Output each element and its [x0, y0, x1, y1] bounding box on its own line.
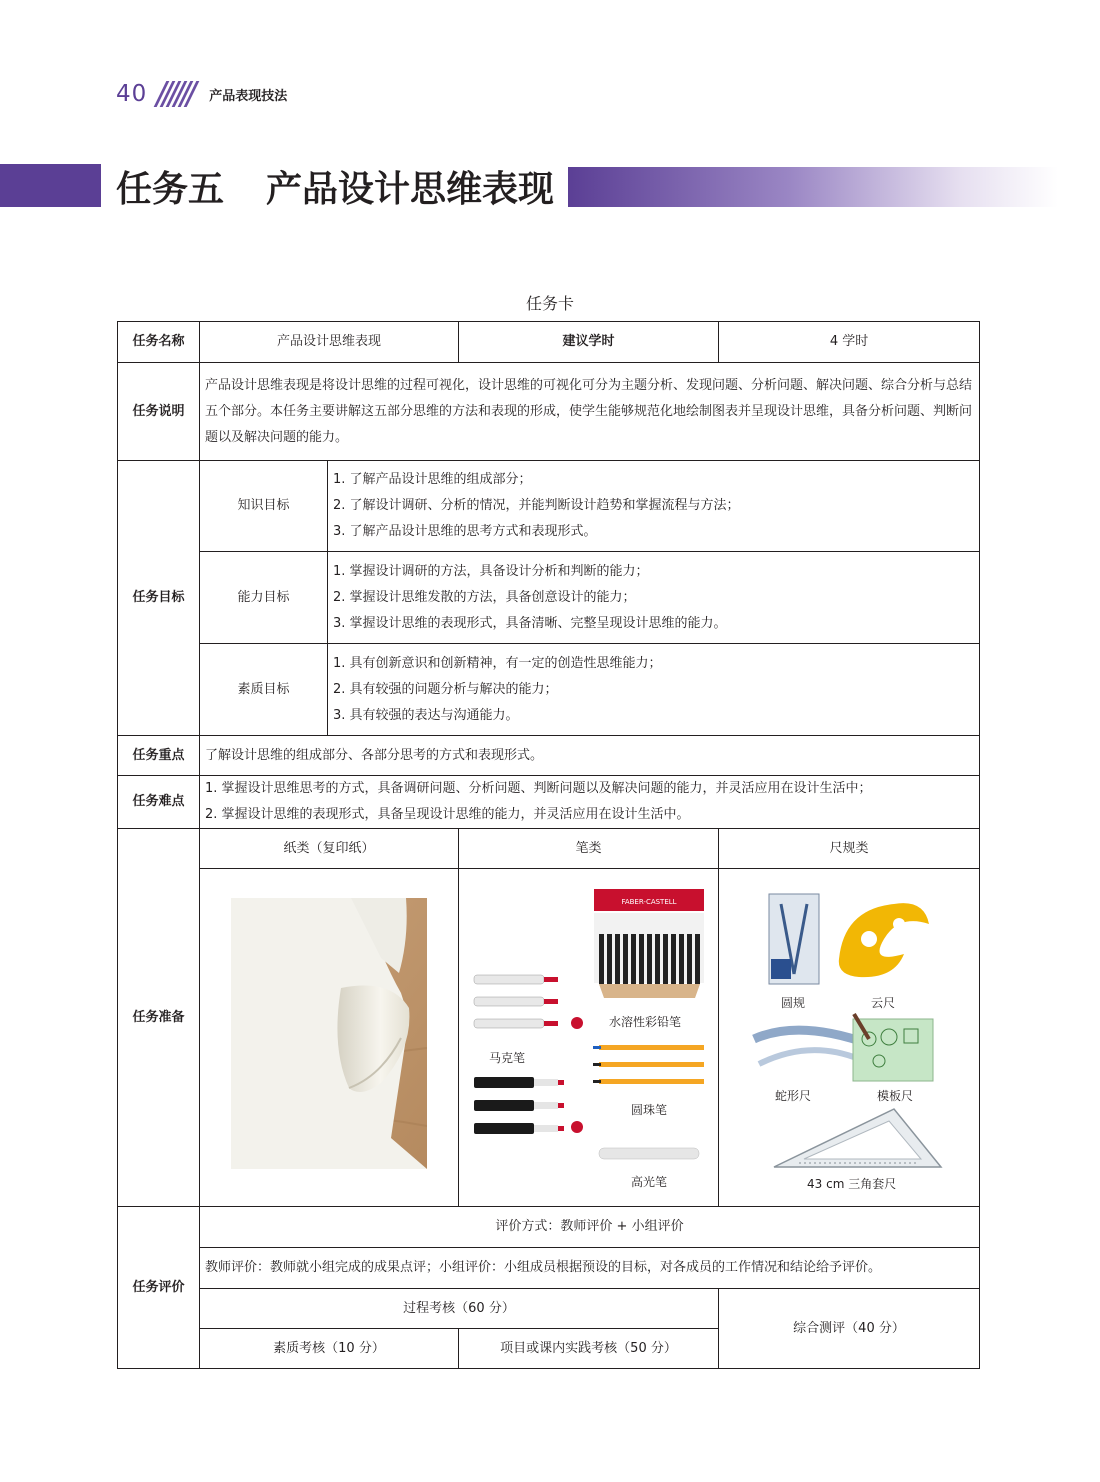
task-card-table [117, 321, 980, 1369]
markers-white [474, 975, 583, 1029]
highlight-pen [599, 1148, 699, 1159]
goal-line: 1. 掌握设计调研的方法，具备设计分析和判断的能力； [333, 563, 649, 579]
task-name-value: 产品设计思维表现 [200, 322, 459, 363]
row-difficulty [118, 776, 980, 829]
rulers-illustration [719, 869, 980, 1207]
label-task-desc: 任务说明 [118, 363, 200, 461]
paper-cell [200, 869, 459, 1207]
row-goal-knowledge [118, 461, 980, 552]
page-number: 40 [116, 81, 148, 107]
task-number: 任务五 [116, 168, 225, 210]
title-bar-left [0, 164, 101, 207]
goal-lines-quality [328, 644, 980, 736]
paper-photo [231, 898, 427, 1169]
goal-lines-knowledge [328, 461, 980, 552]
pens-illustration [459, 869, 719, 1207]
triangle-ruler [774, 1109, 941, 1167]
caption-french-curve: 云尺 [871, 996, 896, 1010]
row-eval-method [118, 1207, 980, 1248]
goal-line: 2. 了解设计调研、分析的情况，并能判断设计趋势和掌握流程与方法； [333, 498, 740, 513]
label-difficulty: 任务难点 [118, 776, 200, 829]
prep-col-paper: 纸类（复印纸） [200, 829, 459, 869]
markers-black [474, 1077, 583, 1134]
caption-highlight-pen: 高光笔 [631, 1175, 668, 1189]
goal-line: 1. 了解产品设计思维的组成部分； [333, 472, 532, 487]
key-points-text: 了解设计思维的组成部分、各部分思考的方式和表现形式。 [200, 736, 980, 776]
goal-line: 3. 掌握设计思维的表现形式，具备清晰、完整呈现设计思维的能力。 [333, 615, 727, 631]
task-desc-text: 产品设计思维表现是将设计思维的过程可视化，设计思维的可视化可分为主题分析、发现问题、分析问题、解决问题、综合分析与总结五个部分。本任务主要讲解这五部分思维的方法和表现的形成，使学生能够规范化地绘制图表并呈现设计思维，具备分析问题、判断问题以及解决问题的能力。 [200, 363, 980, 461]
label-hours: 建议学时 [459, 322, 719, 363]
row-key-points [118, 736, 980, 776]
eval-method: 评价方式：教师评价 + 小组评价 [200, 1207, 980, 1248]
caption-ballpoint: 圆珠笔 [631, 1103, 668, 1117]
ballpoint-pens [593, 1045, 704, 1084]
caption-watercolor-pencil: 水溶性彩铅笔 [609, 1015, 682, 1029]
caption-compass: 圆规 [781, 996, 806, 1010]
goal-line: 2. 具有较强的问题分析与解决的能力； [333, 681, 558, 697]
row-task-name [118, 322, 980, 363]
eval-process: 过程考核（60 分） [200, 1289, 719, 1329]
row-eval-process [118, 1289, 980, 1329]
book-title: 产品表现技法 [209, 88, 288, 104]
title-bar-gradient [568, 167, 1058, 207]
label-task-goals: 任务目标 [118, 461, 200, 736]
prep-col-pens: 笔类 [459, 829, 719, 869]
card-title: 任务卡 [525, 294, 574, 313]
label-key-points: 任务重点 [118, 736, 200, 776]
flexible-curve [754, 1030, 869, 1064]
hours-value: 4 学时 [719, 322, 980, 363]
goal-name-knowledge: 知识目标 [200, 461, 328, 552]
goal-lines-ability [328, 552, 980, 644]
caption-flexible-ruler: 蛇形尺 [775, 1089, 812, 1103]
goal-line: 1. 具有创新意识和创新精神，有一定的创造性思维能力； [333, 655, 662, 671]
compass-set [769, 894, 819, 984]
row-task-desc [118, 363, 980, 461]
row-goal-quality [118, 644, 980, 736]
page-header [116, 78, 287, 110]
eval-project: 项目或课内实践考核（50 分） [459, 1329, 719, 1369]
caption-marker: 马克笔 [489, 1051, 526, 1065]
slash-decoration [160, 81, 193, 107]
pens-cell [459, 869, 719, 1207]
eval-quality: 素质考核（10 分） [200, 1329, 459, 1369]
eval-detail: 教师评价：教师就小组完成的成果点评；小组评价：小组成员根据预设的目标，对各成员的工作情况和结论给予评价。 [200, 1248, 980, 1289]
row-goal-ability [118, 552, 980, 644]
eval-overall: 综合测评（40 分） [719, 1289, 980, 1369]
label-task-name: 任务名称 [118, 322, 200, 363]
caption-template-ruler: 模板尺 [877, 1089, 914, 1103]
task-title: 产品设计思维表现 [266, 168, 555, 210]
row-prep-headers [118, 829, 980, 869]
goal-name-ability: 能力目标 [200, 552, 328, 644]
rulers-cell [719, 869, 980, 1207]
label-evaluation: 任务评价 [118, 1207, 200, 1369]
goal-line: 3. 具有较强的表达与沟通能力。 [333, 707, 519, 723]
section-title [116, 160, 554, 212]
row-prep-images [118, 869, 980, 1207]
pencil-box-brand: FABER-CASTELL [621, 898, 677, 906]
goal-line: 2. 掌握设计思维发散的方法，具备创意设计的能力； [333, 589, 636, 605]
difficulty-line: 2. 掌握设计思维的表现形式，具备呈现设计思维的能力，并灵活应用在设计生活中。 [205, 807, 690, 822]
difficulty-line: 1. 掌握设计思维思考的方式，具备调研问题、分析问题、判断问题以及解决问题的能力，并灵活应用在设计生活中； [205, 781, 872, 796]
caption-triangle-set: 43 cm 三角套尺 [807, 1177, 897, 1191]
french-curve [839, 903, 929, 977]
label-prep: 任务准备 [118, 829, 200, 1207]
difficulty-lines [200, 776, 980, 829]
goal-name-quality: 素质目标 [200, 644, 328, 736]
goal-line: 3. 了解产品设计思维的思考方式和表现形式。 [333, 524, 597, 539]
row-eval-detail [118, 1248, 980, 1289]
prep-col-rulers: 尺规类 [719, 829, 980, 869]
template-ruler [853, 1014, 933, 1081]
